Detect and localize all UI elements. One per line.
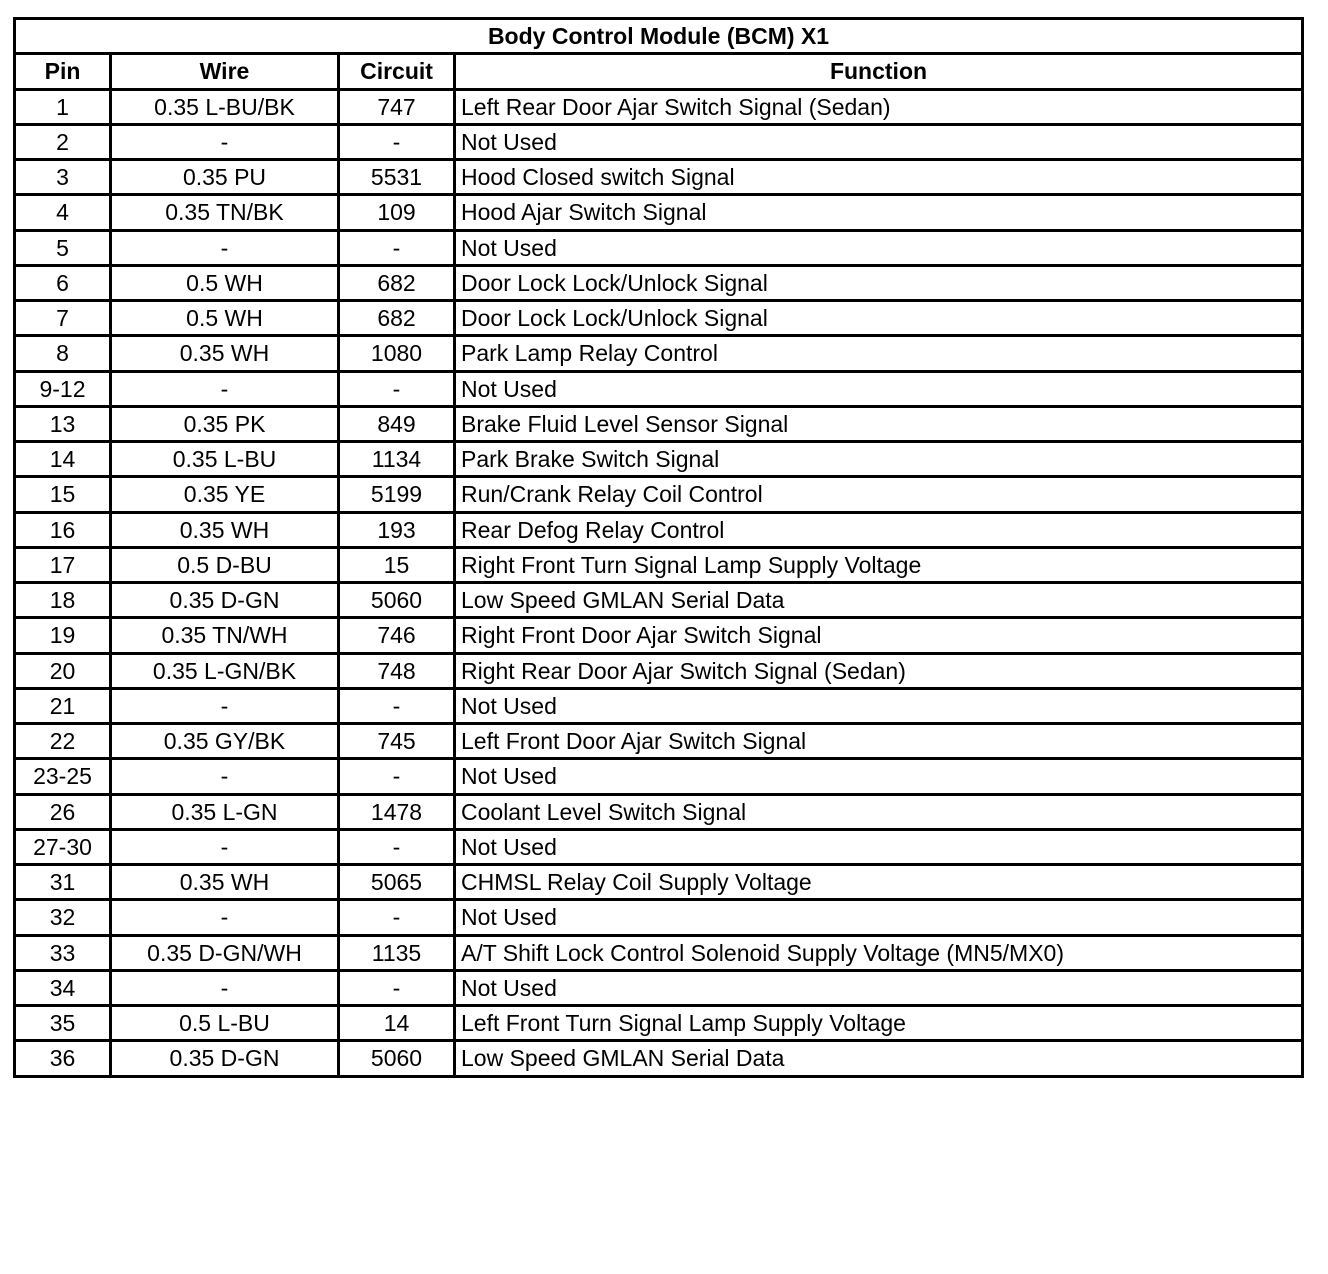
circuit-cell: - <box>339 371 455 406</box>
table-header-row <box>15 54 1303 89</box>
circuit-cell: 5199 <box>339 477 455 512</box>
pin-cell: 16 <box>15 512 111 547</box>
wire-cell: - <box>111 970 339 1005</box>
wire-cell: 0.35 WH <box>111 336 339 371</box>
function-cell: Park Brake Switch Signal <box>455 442 1303 477</box>
function-cell: Hood Closed switch Signal <box>455 160 1303 195</box>
table-body <box>15 89 1303 1076</box>
table-row <box>15 900 1303 935</box>
wire-cell: - <box>111 900 339 935</box>
pin-cell: 7 <box>15 301 111 336</box>
wire-cell: 0.35 WH <box>111 865 339 900</box>
table-row <box>15 512 1303 547</box>
table-row <box>15 653 1303 688</box>
circuit-cell: - <box>339 124 455 159</box>
table-row <box>15 724 1303 759</box>
wire-cell: 0.35 WH <box>111 512 339 547</box>
pin-cell: 14 <box>15 442 111 477</box>
circuit-cell: 15 <box>339 547 455 582</box>
function-cell: Right Front Turn Signal Lamp Supply Voltage <box>455 547 1303 582</box>
circuit-cell: 14 <box>339 1006 455 1041</box>
wire-cell: 0.35 TN/BK <box>111 195 339 230</box>
pin-cell: 19 <box>15 618 111 653</box>
circuit-cell: 1135 <box>339 935 455 970</box>
function-cell: Low Speed GMLAN Serial Data <box>455 583 1303 618</box>
table-row <box>15 442 1303 477</box>
pin-cell: 6 <box>15 265 111 300</box>
function-cell: Left Front Turn Signal Lamp Supply Voltage <box>455 1006 1303 1041</box>
function-cell: Run/Crank Relay Coil Control <box>455 477 1303 512</box>
table-row <box>15 865 1303 900</box>
pin-cell: 31 <box>15 865 111 900</box>
header-wire: Wire <box>111 54 339 89</box>
connector-pinout-table <box>13 17 1304 1078</box>
function-cell: Not Used <box>455 829 1303 864</box>
wire-cell: - <box>111 759 339 794</box>
table-row <box>15 935 1303 970</box>
table-row <box>15 583 1303 618</box>
circuit-cell: 109 <box>339 195 455 230</box>
wire-cell: 0.35 TN/WH <box>111 618 339 653</box>
function-cell: Left Front Door Ajar Switch Signal <box>455 724 1303 759</box>
table-row <box>15 970 1303 1005</box>
table-row <box>15 477 1303 512</box>
function-cell: Park Lamp Relay Control <box>455 336 1303 371</box>
circuit-cell: - <box>339 829 455 864</box>
circuit-cell: 193 <box>339 512 455 547</box>
pin-cell: 1 <box>15 89 111 124</box>
table-row <box>15 371 1303 406</box>
function-cell: Not Used <box>455 900 1303 935</box>
wire-cell: 0.35 D-GN <box>111 1041 339 1076</box>
table-row <box>15 160 1303 195</box>
table-row <box>15 1006 1303 1041</box>
pin-cell: 32 <box>15 900 111 935</box>
wire-cell: - <box>111 371 339 406</box>
header-function: Function <box>455 54 1303 89</box>
table-row <box>15 265 1303 300</box>
wire-cell: 0.35 GY/BK <box>111 724 339 759</box>
table-row <box>15 89 1303 124</box>
function-cell: Hood Ajar Switch Signal <box>455 195 1303 230</box>
table-row <box>15 759 1303 794</box>
pin-cell: 13 <box>15 406 111 441</box>
table-row <box>15 829 1303 864</box>
table-row <box>15 406 1303 441</box>
wire-cell: - <box>111 124 339 159</box>
circuit-cell: 1080 <box>339 336 455 371</box>
table-row <box>15 618 1303 653</box>
wire-cell: 0.5 WH <box>111 301 339 336</box>
pin-cell: 34 <box>15 970 111 1005</box>
header-circuit: Circuit <box>339 54 455 89</box>
circuit-cell: 747 <box>339 89 455 124</box>
table-title-row <box>15 19 1303 54</box>
circuit-cell: 5060 <box>339 1041 455 1076</box>
circuit-cell: 746 <box>339 618 455 653</box>
pin-cell: 33 <box>15 935 111 970</box>
pin-cell: 15 <box>15 477 111 512</box>
circuit-cell: - <box>339 900 455 935</box>
wire-cell: 0.35 PU <box>111 160 339 195</box>
wire-cell: 0.35 PK <box>111 406 339 441</box>
pin-cell: 35 <box>15 1006 111 1041</box>
circuit-cell: - <box>339 230 455 265</box>
function-cell: Coolant Level Switch Signal <box>455 794 1303 829</box>
table-row <box>15 195 1303 230</box>
circuit-cell: 682 <box>339 301 455 336</box>
pin-cell: 4 <box>15 195 111 230</box>
function-cell: Right Front Door Ajar Switch Signal <box>455 618 1303 653</box>
wire-cell: - <box>111 688 339 723</box>
pin-cell: 21 <box>15 688 111 723</box>
function-cell: CHMSL Relay Coil Supply Voltage <box>455 865 1303 900</box>
function-cell: Not Used <box>455 970 1303 1005</box>
table-row <box>15 794 1303 829</box>
circuit-cell: - <box>339 688 455 723</box>
wire-cell: 0.35 D-GN/WH <box>111 935 339 970</box>
circuit-cell: 1134 <box>339 442 455 477</box>
circuit-cell: 5060 <box>339 583 455 618</box>
wire-cell: 0.5 WH <box>111 265 339 300</box>
pin-cell: 27-30 <box>15 829 111 864</box>
function-cell: Right Rear Door Ajar Switch Signal (Sedan) <box>455 653 1303 688</box>
wire-cell: 0.35 D-GN <box>111 583 339 618</box>
circuit-cell: 5065 <box>339 865 455 900</box>
function-cell: Brake Fluid Level Sensor Signal <box>455 406 1303 441</box>
pin-cell: 26 <box>15 794 111 829</box>
pin-cell: 18 <box>15 583 111 618</box>
wire-cell: 0.35 L-BU/BK <box>111 89 339 124</box>
circuit-cell: - <box>339 759 455 794</box>
function-cell: Not Used <box>455 124 1303 159</box>
pin-cell: 9-12 <box>15 371 111 406</box>
function-cell: Not Used <box>455 759 1303 794</box>
pin-cell: 8 <box>15 336 111 371</box>
table-row <box>15 336 1303 371</box>
table-row <box>15 688 1303 723</box>
function-cell: Not Used <box>455 230 1303 265</box>
wire-cell: 0.35 YE <box>111 477 339 512</box>
table-row <box>15 547 1303 582</box>
header-pin: Pin <box>15 54 111 89</box>
wire-cell: 0.5 L-BU <box>111 1006 339 1041</box>
table-row <box>15 124 1303 159</box>
pin-cell: 20 <box>15 653 111 688</box>
pin-cell: 17 <box>15 547 111 582</box>
function-cell: Rear Defog Relay Control <box>455 512 1303 547</box>
circuit-cell: 748 <box>339 653 455 688</box>
wire-cell: - <box>111 829 339 864</box>
pin-cell: 36 <box>15 1041 111 1076</box>
circuit-cell: 849 <box>339 406 455 441</box>
table-row <box>15 301 1303 336</box>
pin-cell: 22 <box>15 724 111 759</box>
circuit-cell: 5531 <box>339 160 455 195</box>
wire-cell: - <box>111 230 339 265</box>
wire-cell: 0.35 L-GN <box>111 794 339 829</box>
function-cell: Left Rear Door Ajar Switch Signal (Sedan) <box>455 89 1303 124</box>
circuit-cell: - <box>339 970 455 1005</box>
function-cell: Door Lock Lock/Unlock Signal <box>455 301 1303 336</box>
circuit-cell: 1478 <box>339 794 455 829</box>
circuit-cell: 745 <box>339 724 455 759</box>
table-title: Body Control Module (BCM) X1 <box>15 19 1303 54</box>
wire-cell: 0.35 L-BU <box>111 442 339 477</box>
pin-cell: 23-25 <box>15 759 111 794</box>
circuit-cell: 682 <box>339 265 455 300</box>
function-cell: A/T Shift Lock Control Solenoid Supply Voltage (MN5/MX0) <box>455 935 1303 970</box>
function-cell: Door Lock Lock/Unlock Signal <box>455 265 1303 300</box>
pin-cell: 2 <box>15 124 111 159</box>
wire-cell: 0.5 D-BU <box>111 547 339 582</box>
function-cell: Low Speed GMLAN Serial Data <box>455 1041 1303 1076</box>
table-row <box>15 1041 1303 1076</box>
table-row <box>15 230 1303 265</box>
pin-cell: 3 <box>15 160 111 195</box>
function-cell: Not Used <box>455 688 1303 723</box>
pin-cell: 5 <box>15 230 111 265</box>
function-cell: Not Used <box>455 371 1303 406</box>
wire-cell: 0.35 L-GN/BK <box>111 653 339 688</box>
